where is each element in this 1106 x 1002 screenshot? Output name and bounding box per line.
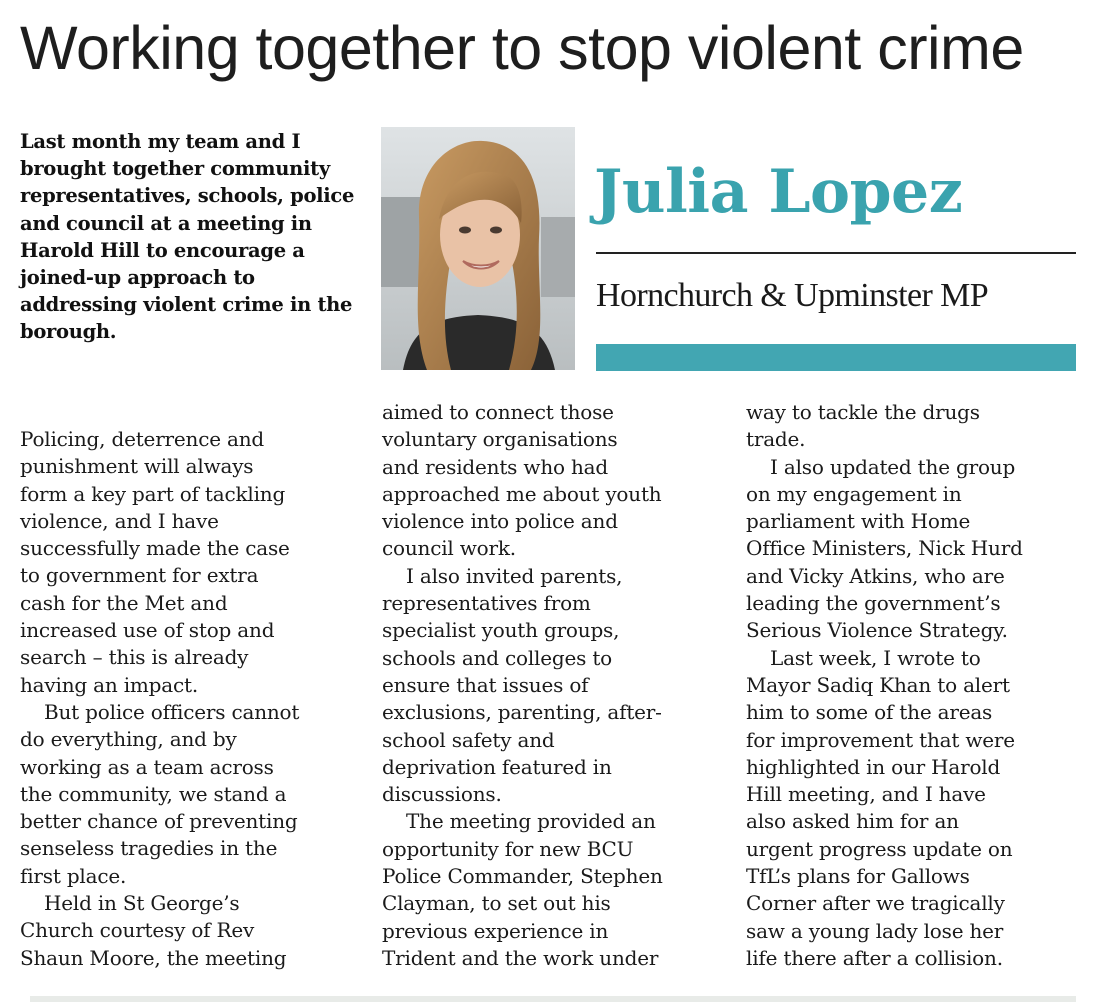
article-line: Held in St George’s bbox=[44, 891, 240, 916]
author-photo bbox=[381, 127, 575, 370]
bottom-border bbox=[30, 996, 1076, 1002]
article-line: way to tackle the drugs bbox=[746, 400, 980, 424]
article-line: previous experience in bbox=[382, 918, 609, 943]
article-line: discussions. bbox=[382, 782, 502, 807]
article-line: exclusions, parenting, after- bbox=[382, 700, 662, 725]
article-line: approached me about youth bbox=[382, 481, 662, 506]
article-line: aimed to connect those bbox=[382, 400, 614, 424]
article-line: him to some of the areas bbox=[746, 700, 993, 725]
article-line: Hill meeting, and I have bbox=[746, 782, 986, 807]
article-line: I also updated the group bbox=[770, 454, 1016, 479]
article-line: do everything, and by bbox=[20, 727, 237, 752]
article-line: highlighted in our Harold bbox=[746, 754, 1001, 779]
article-line: Last week, I wrote to bbox=[770, 645, 981, 670]
article-line: saw a young lady lose her bbox=[746, 918, 1004, 943]
article-line: and residents who had bbox=[382, 454, 609, 479]
article-line: increased use of stop and bbox=[20, 618, 275, 643]
article-line: violence into police and bbox=[382, 509, 618, 534]
article-line: trade. bbox=[746, 427, 806, 452]
byline-divider bbox=[596, 252, 1076, 254]
article-line: urgent progress update on bbox=[746, 836, 1013, 861]
author-role: Hornchurch & Upminster MP bbox=[596, 277, 989, 314]
article-line: specialist youth groups, bbox=[382, 618, 620, 643]
article-line: council work. bbox=[382, 536, 516, 561]
article-line: first place. bbox=[20, 863, 127, 888]
body-column-2 bbox=[382, 399, 727, 972]
article-line: form a key part of tackling bbox=[20, 481, 286, 506]
article-line: violence, and I have bbox=[20, 508, 219, 533]
article-line: search – this is already bbox=[20, 645, 249, 670]
article-line: senseless tragedies in the bbox=[20, 836, 278, 861]
article-line: The meeting provided an bbox=[406, 809, 656, 834]
article-line: better chance of preventing bbox=[20, 809, 298, 834]
article-line: punishment will always bbox=[20, 454, 254, 479]
article-line: TfL’s plans for Gallows bbox=[746, 864, 970, 889]
article-line: cash for the Met and bbox=[20, 590, 228, 615]
article-line: Shaun Moore, the meeting bbox=[20, 945, 287, 970]
article-line: Serious Violence Strategy. bbox=[746, 618, 1008, 643]
article-headline: Working together to stop violent crime bbox=[20, 14, 1024, 82]
article-line: parliament with Home bbox=[746, 509, 971, 534]
article-line: representatives from bbox=[382, 591, 591, 616]
article-line: But police officers cannot bbox=[44, 699, 300, 724]
accent-bar bbox=[596, 344, 1076, 371]
article-line: ensure that issues of bbox=[382, 672, 589, 697]
article-line: deprivation featured in bbox=[382, 754, 612, 779]
article-line: school safety and bbox=[382, 727, 555, 752]
article-line: for improvement that were bbox=[746, 727, 1015, 752]
article-line: opportunity for new BCU bbox=[382, 836, 634, 861]
article-line: Mayor Sadiq Khan to alert bbox=[746, 672, 1010, 697]
article-line: Clayman, to set out his bbox=[382, 891, 611, 916]
article-line: life there after a collision. bbox=[746, 945, 1003, 970]
article-line: Office Ministers, Nick Hurd bbox=[746, 536, 1023, 561]
article-line: and Vicky Atkins, who are bbox=[746, 563, 1005, 588]
author-name: Julia Lopez bbox=[594, 157, 963, 227]
article-line: to government for extra bbox=[20, 563, 259, 588]
article-line: working as a team across bbox=[20, 754, 274, 779]
article-line: I also invited parents, bbox=[406, 563, 623, 588]
article-line: Trident and the work under bbox=[382, 945, 659, 970]
article-line: Church courtesy of Rev bbox=[20, 918, 255, 943]
body-column-1 bbox=[20, 426, 365, 972]
article-line: successfully made the case bbox=[20, 536, 290, 561]
article-line: the community, we stand a bbox=[20, 781, 287, 806]
body-column-3 bbox=[746, 399, 1091, 972]
article-line: Corner after we tragically bbox=[746, 891, 1005, 916]
article-line: on my engagement in bbox=[746, 481, 962, 506]
article-line: having an impact. bbox=[20, 672, 198, 697]
article-line: leading the government’s bbox=[746, 591, 1001, 616]
article-line: schools and colleges to bbox=[382, 645, 613, 670]
article-line: voluntary organisations bbox=[382, 427, 618, 452]
article-line: Policing, deterrence and bbox=[20, 427, 265, 451]
article-standfirst: Last month my team and I brought together community representatives, schools, police and council at a meeting in Harold Hill to encourage a joined-up approach to addressing violent crime in the borough. bbox=[20, 130, 355, 344]
article-line: also asked him for an bbox=[746, 809, 959, 834]
article-line: Police Commander, Stephen bbox=[382, 864, 663, 889]
